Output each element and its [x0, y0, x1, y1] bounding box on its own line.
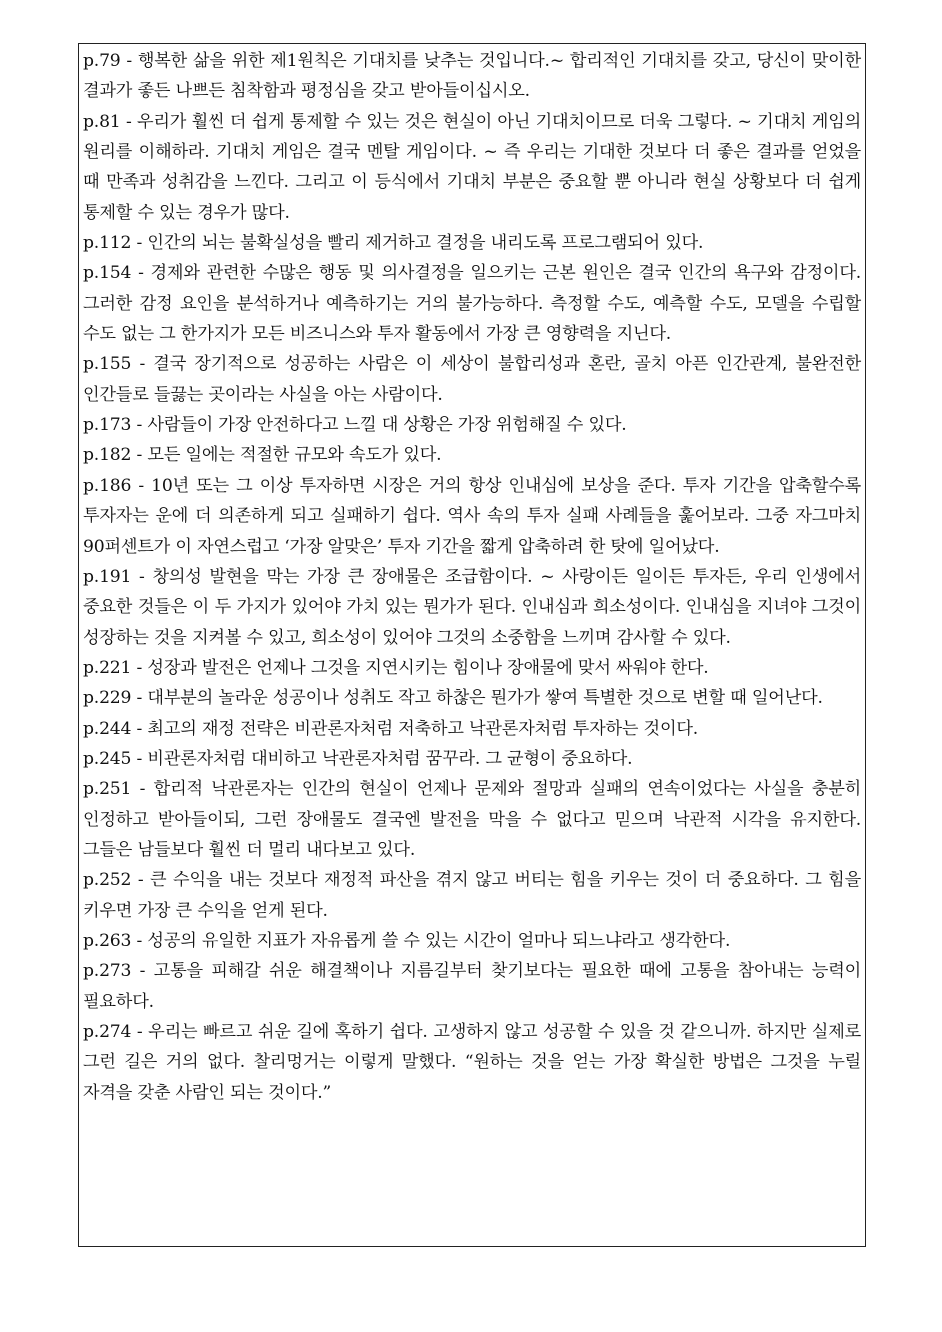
- quote-entry: [83, 107, 861, 228]
- quote-entry: [83, 714, 861, 744]
- quote-entry: [83, 228, 861, 258]
- page-number: p.274: [83, 1022, 132, 1042]
- quote-text: - 결국 장기적으로 성공하는 사람은 이 세상이 불합리성과 혼란, 골치 아픈 인간관계, 불완전한 인간들로 들끓는 곳이라는 사실을 아는 사람이다.: [83, 354, 861, 405]
- page-number: p.229: [83, 688, 132, 709]
- page-number: p.263: [83, 930, 132, 951]
- page-number: p.191: [83, 566, 132, 587]
- page-number: p.155: [83, 354, 132, 375]
- quote-box: [78, 43, 866, 1247]
- quote-text: - 성공의 유일한 지표가 자유롭게 쓸 수 있는 시간이 얼마나 되느냐라고 생각한다.: [131, 930, 731, 951]
- quote-entry: [83, 926, 861, 956]
- page-number: p.273: [83, 961, 132, 982]
- quote-entry: [83, 562, 861, 653]
- quote-text: - 성장과 발전은 언제나 그것을 지연시키는 힘이나 장애물에 맞서 싸워야 한다.: [131, 657, 709, 678]
- quote-text: - 우리가 훨씬 더 쉽게 통제할 수 있는 것은 현실이 아닌 기대치이므로 더욱 그렇다. ~ 기대치 게임의 원리를 이해하라. 기대치 게임은 결국 멘탈 게임이다. ~ 즉 우리는 기대한 것보다 더 좋은 결과를 얻었을 때 만족과 성취감을 느낀다. 그리고 이 등식에서 기대치 부분은 중요할 뿐 아니라 현실 상황보다 더 쉽게 통제할 수 있는 경우가 많다.: [83, 111, 861, 223]
- page-number: p.154: [83, 263, 132, 284]
- quote-text: - 10년 또는 그 이상 투자하면 시장은 거의 항상 인내심에 보상을 준다. 투자 기간을 압축할수록 투자자는 운에 더 의존하게 되고 실패하기 쉽다. 역사 속의 투자 실패 사례들을 훑어보라. 그중 자그마치 90퍼센트가 이 자연스럽고 ‘가장 알맞은’ 투자 기간을 짧게 압축하려 한 탓에 일어났다.: [83, 475, 861, 557]
- quote-text: - 사람들이 가장 안전하다고 느낄 대 상황은 가장 위험해질 수 있다.: [131, 415, 627, 436]
- page-number: p.245: [83, 748, 132, 769]
- page-number: p.112: [83, 233, 132, 254]
- quote-entry: [83, 653, 861, 683]
- page-number: p.252: [83, 870, 132, 891]
- quote-entry: [83, 683, 861, 713]
- page-number: p.244: [83, 718, 132, 739]
- quote-text: - 모든 일에는 적절한 규모와 속도가 있다.: [131, 445, 442, 466]
- quote-text: - 행복한 삶을 위한 제1원칙은 기대치를 낮추는 것입니다.~ 합리적인 기대치를 갖고, 당신이 맞이한 결과가 좋든 나쁘든 침착함과 평정심을 갖고 받아들이십시오.: [83, 51, 861, 102]
- quote-entry: [83, 956, 861, 1017]
- quote-text: - 최고의 재정 전략은 비관론자처럼 저축하고 낙관론자처럼 투자하는 것이다.: [131, 718, 699, 739]
- page-number: p.186: [83, 475, 132, 496]
- page-number: p.221: [83, 657, 132, 678]
- quote-entry: [83, 440, 861, 470]
- page-number: p.251: [83, 779, 132, 800]
- quote-text: - 큰 수익을 내는 것보다 재정적 파산을 겪지 않고 버티는 힘을 키우는 것이 더 중요하다. 그 힘을 키우면 가장 큰 수익을 얻게 된다.: [83, 870, 861, 921]
- quote-text: - 대부분의 놀라운 성공이나 성취도 작고 하찮은 뭔가가 쌓여 특별한 것으로 변할 때 일어난다.: [131, 688, 823, 709]
- quote-text: - 경제와 관련한 수많은 행동 및 의사결정을 일으키는 근본 원인은 결국 인간의 욕구와 감정이다. 그러한 감정 요인을 분석하거나 예측하기는 거의 불가능하다. 측정할 수도, 예측할 수도, 모델을 수립할 수도 없는 그 한가지가 모든 비즈니스와 투자 활동에서 가장 큰 영향력을 지닌다.: [83, 263, 861, 345]
- quote-entry: [83, 258, 861, 349]
- page-number: p.173: [83, 415, 132, 436]
- page-number: p.81: [83, 111, 121, 132]
- quote-text: - 합리적 낙관론자는 인간의 현실이 언제나 문제와 절망과 실패의 연속이었다는 사실을 충분히 인정하고 받아들이되, 그런 장애물도 결국엔 발전을 막을 수 없다고 믿으며 낙관적 시각을 유지한다. 그들은 남들보다 훨씬 더 멀리 내다보고 있다.: [83, 779, 861, 860]
- quote-entry: [83, 774, 861, 865]
- quote-text: - 고통을 피해갈 쉬운 해결책이나 지름길부터 찾기보다는 필요한 때에 고통을 참아내는 능력이 필요하다.: [83, 961, 861, 1012]
- quote-entry: [83, 471, 861, 562]
- page-number: p.79: [83, 51, 121, 71]
- quote-entry: [83, 1017, 861, 1108]
- quote-entry: [83, 865, 861, 926]
- quote-entry: [83, 46, 861, 107]
- quote-text: - 비관론자처럼 대비하고 낙관론자처럼 꿈꾸라. 그 균형이 중요하다.: [131, 748, 633, 769]
- quote-text: - 창의성 발현을 막는 가장 큰 장애물은 조급함이다. ~ 사랑이든 일이든 투자든, 우리 인생에서 중요한 것들은 이 두 가지가 있어야 가치 있는 뭔가가 된다. 인내심과 희소성이다. 인내심을 지녀야 그것이 성장하는 것을 지켜볼 수 있고, 희소성이 있어야 그것의 소중함을 느끼며 감사할 수 있다.: [83, 566, 861, 648]
- quote-entry: [83, 744, 861, 774]
- page-number: p.182: [83, 445, 132, 466]
- quote-entry: [83, 349, 861, 410]
- quote-entry: [83, 410, 861, 440]
- quote-text: - 우리는 빠르고 쉬운 길에 혹하기 쉽다. 고생하지 않고 성공할 수 있을 것 같으니까. 하지만 실제로 그런 길은 거의 없다. 찰리멍거는 이렇게 말했다. “원하는 것을 얻는 가장 확실한 방법은 그것을 누릴 자격을 갖춘 사람인 되는 것이다.”: [83, 1022, 861, 1103]
- quote-text: - 인간의 뇌는 불확실성을 빨리 제거하고 결정을 내리도록 프로그램되어 있다.: [131, 233, 704, 254]
- quote-list: [83, 46, 861, 1108]
